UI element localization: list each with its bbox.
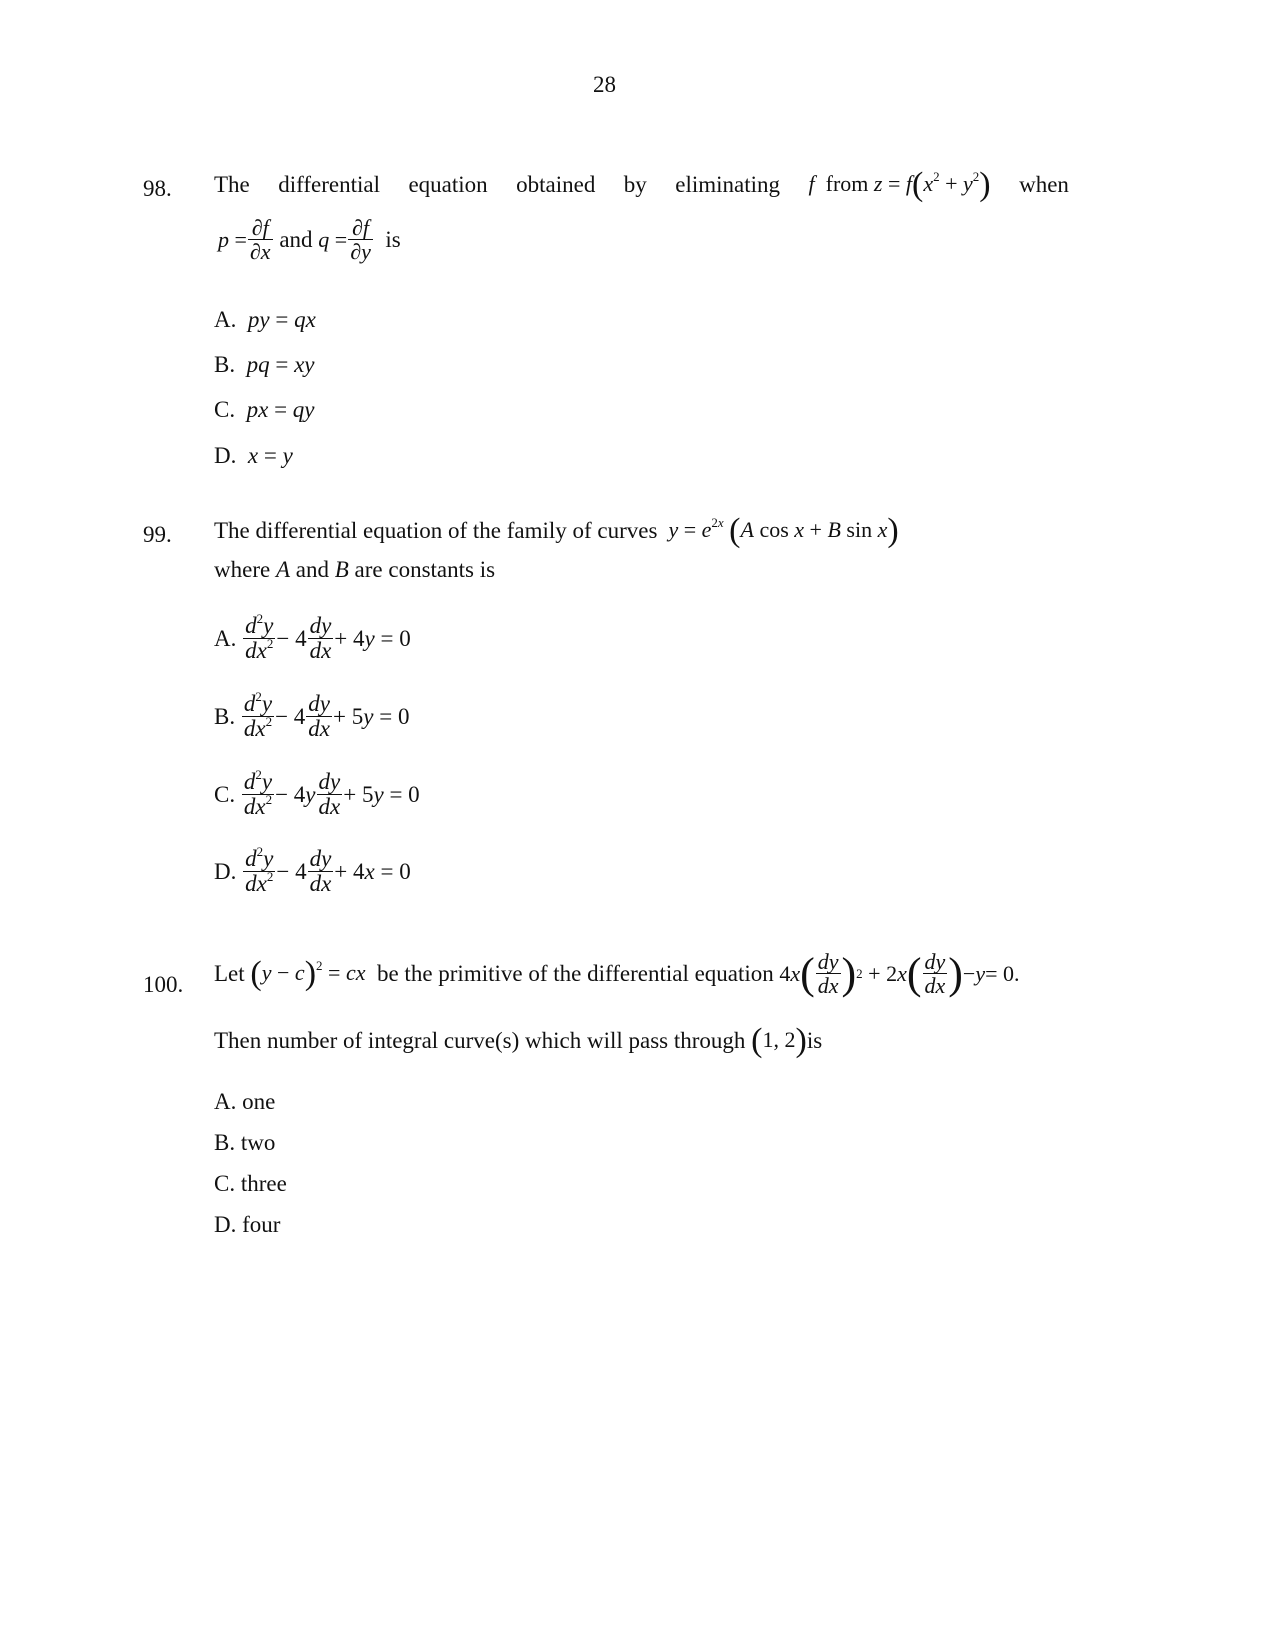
option-98-b: B. pq = xy [214,352,315,377]
question-99-number: 99. [143,522,172,547]
option-99-a: A. $\frac{d^2y}{dx^2}$ − 4 $\frac{dy}{dx}$ + 4y = 0 [214,611,411,664]
option-100-b: B. two [214,1130,276,1155]
fraction-df-dy: $\frac{\partial f}{\partial y}$ [350,215,371,265]
option-99-b: B. $\frac{d^2y}{dx^2}$ − 4 $\frac{dy}{dx}$ + 5y = 0 [214,689,410,742]
option-100-c: C. three [214,1171,287,1196]
fraction-dy-dx: $\frac{dy}{dx}$ [308,691,331,742]
fraction-d2y-dx2: $\frac{d^2y}{dx^2}$ [243,767,273,820]
question-98-line2: p = $\frac{\partial f}{\partial x}$ and q = $\frac{\partial f}{\partial y}$ is [218,215,401,265]
fraction-dy-dx: $\frac{dy}{dx}$ [309,613,332,664]
option-98-d: D. x = y [214,443,293,468]
question-100-line1: Let $(y - c)^2$ = cx be the primitive of the differential equation 4 x ( $\frac{dy}{dx}$ ) 2 + 2 x ( $\frac{dy}{dx}$ ) − y = 0. [214,948,1020,999]
question-100-number: 100. [143,972,184,997]
question-100-line2: Then number of integral curve(s) which will pass through (1, 2) is [214,1022,823,1059]
point-expression: (1, 2) [751,1022,807,1059]
word: and [279,226,313,252]
fraction-dy-dx: $\frac{dy}{dx}$ [318,769,341,820]
fraction-d2y-dx2: $\frac{d^2y}{dx^2}$ [245,844,274,897]
fraction-d2y-dx2: $\frac{d^2y}{dx^2}$ [245,611,274,664]
question-99-line1 [214,514,899,548]
fraction-d2y-dx2: $\frac{d^2y}{dx^2}$ [243,689,273,742]
word: equation [408,172,488,197]
fraction-df-dx: $\frac{\partial f}{\partial x}$ [249,215,271,265]
expression-z-equals-f: f from $z = f(x^2 + y^2)$ [808,166,991,203]
question-99-text: The differential equation of the family of curves [214,518,658,543]
option-100-d: D. four [214,1212,281,1237]
word: The [214,172,250,197]
option-100-a: A. one [214,1089,276,1114]
option-99-d: D. $\frac{d^2y}{dx^2}$ − 4 $\frac{dy}{dx}$ + 4x = 0 [214,844,411,897]
word: obtained [516,172,596,197]
word: is [385,226,401,252]
question-99-line2: where A and B are constants is [214,557,496,582]
option-98-c: C. px = qy [214,397,315,422]
primitive-expression: $(y - c)^2$ = cx [250,954,366,992]
question-98-line1 [214,168,1069,202]
word: by [623,172,647,197]
word: eliminating [675,172,781,197]
page-number: 28 [593,72,616,97]
word: when [1019,172,1069,197]
fraction-dy-dx: $\frac{dy}{dx}$ [309,846,332,897]
word: differential [278,172,380,197]
word: from [825,171,869,196]
option-99-c: C. $\frac{d^2y}{dx^2}$ − 4y $\frac{dy}{dx}$ + 5y = 0 [214,767,420,820]
differential-equation-expression: 4 x ( $\frac{dy}{dx}$ ) 2 + 2 x ( $\frac{dy}{dx}$ ) − y = 0. [773,948,1020,999]
question-98-number: 98. [143,176,172,201]
curve-family-expression: $y = e^{2x}$ (A cos x + B sin x) [668,512,899,549]
option-98-a: A. py = qx [214,307,316,332]
